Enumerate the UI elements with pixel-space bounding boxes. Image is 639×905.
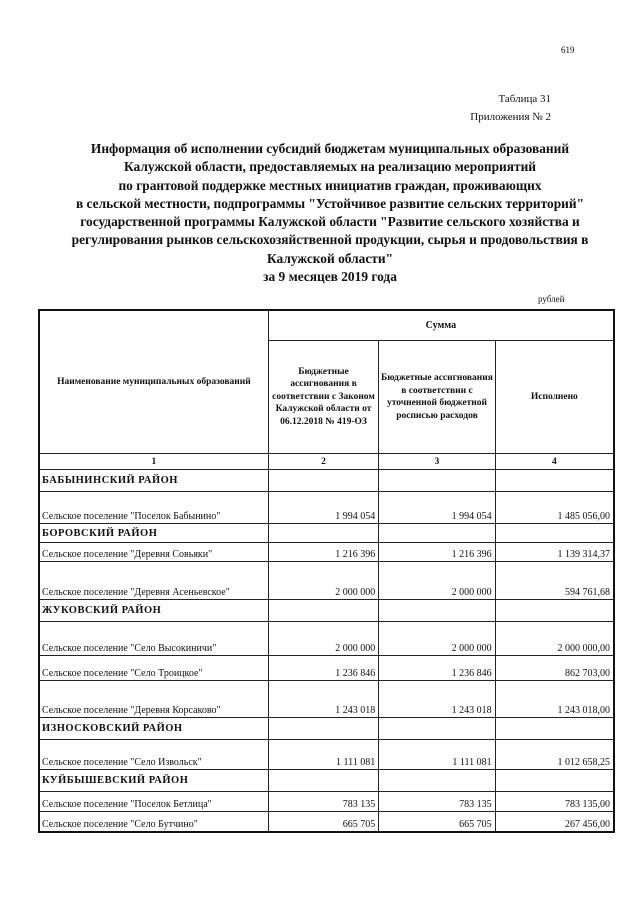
settlement-name: Сельское поселение "Деревня Асеньевское" bbox=[39, 562, 268, 600]
law-allocation-value: 1 994 054 bbox=[268, 492, 378, 524]
settlement-row bbox=[39, 812, 614, 832]
settlement-name: Сельское поселение "Село Извольск" bbox=[39, 740, 268, 770]
refined-allocation-value: 1 236 846 bbox=[379, 656, 495, 681]
executed-value: 594 761,68 bbox=[495, 562, 614, 600]
district-name: ИЗНОСКОВСКИЙ РАЙОН bbox=[39, 718, 268, 740]
settlement-name: Сельское поселение "Деревня Совьяки" bbox=[39, 543, 268, 562]
law-allocation-value: 665 705 bbox=[268, 812, 378, 832]
header-sum: Сумма bbox=[268, 310, 614, 341]
district-name: ЖУКОВСКИЙ РАЙОН bbox=[39, 600, 268, 622]
heading-line: Калужской области, предоставляемых на реализацию мероприятий bbox=[123, 159, 537, 175]
heading-line: Информация об исполнении субсидий бюджетам муниципальных образований bbox=[90, 141, 570, 156]
header-law-allocations: Бюджетные ассигнования в соответствии с Законом Калужской области от 06.12.2018 № 419-ОЗ bbox=[268, 341, 378, 454]
column-number: 2 bbox=[268, 454, 378, 470]
district-row bbox=[39, 470, 614, 492]
executed-value: 1 485 056,00 bbox=[495, 492, 614, 524]
settlement-row bbox=[39, 492, 614, 524]
district-row bbox=[39, 770, 614, 792]
law-allocation-value: 2 000 000 bbox=[268, 622, 378, 656]
table-reference bbox=[470, 90, 551, 126]
executed-value: 267 456,00 bbox=[495, 812, 614, 832]
subsidy-table bbox=[38, 309, 615, 833]
refined-allocation-value: 2 000 000 bbox=[379, 562, 495, 600]
refined-allocation-value: 1 994 054 bbox=[379, 492, 495, 524]
refined-allocation-value: 1 216 396 bbox=[379, 543, 495, 562]
refined-allocation-value: 1 111 081 bbox=[379, 740, 495, 770]
law-allocation-value: 1 243 018 bbox=[268, 681, 378, 718]
district-row bbox=[39, 718, 614, 740]
settlement-name: Сельское поселение "Поселок Бетлица" bbox=[39, 792, 268, 812]
units-label: рублей bbox=[538, 294, 565, 304]
page-number: 619 bbox=[561, 45, 575, 55]
appendix-label: Приложения № 2 bbox=[470, 111, 551, 123]
settlement-row bbox=[39, 622, 614, 656]
heading-line: в сельской местности, подпрограммы "Устойчивое развитие сельских территорий" bbox=[75, 195, 585, 211]
settlement-row bbox=[39, 740, 614, 770]
refined-allocation-value: 1 243 018 bbox=[379, 681, 495, 718]
refined-allocation-value: 783 135 bbox=[379, 792, 495, 812]
law-allocation-value: 1 111 081 bbox=[268, 740, 378, 770]
settlement-row bbox=[39, 681, 614, 718]
heading-line: регулирования рынков сельскохозяйственной продукции, сырья и продовольствия в bbox=[71, 232, 589, 248]
district-row bbox=[39, 524, 614, 543]
executed-value: 2 000 000,00 bbox=[495, 622, 614, 656]
settlement-name: Сельское поселение "Село Бутчино" bbox=[39, 812, 268, 832]
heading-line: Калужской области" bbox=[266, 250, 394, 266]
settlement-name: Сельское поселение "Поселок Бабынино" bbox=[39, 492, 268, 524]
district-name: КУЙБЫШЕВСКИЙ РАЙОН bbox=[39, 770, 268, 792]
column-number: 4 bbox=[495, 454, 614, 470]
law-allocation-value: 1 236 846 bbox=[268, 656, 378, 681]
header-refined-allocations: Бюджетные ассигнования в соответствии с уточненной бюджетной росписью расходов bbox=[379, 341, 495, 454]
refined-allocation-value: 665 705 bbox=[379, 812, 495, 832]
executed-value: 1 243 018,00 bbox=[495, 681, 614, 718]
district-row bbox=[39, 600, 614, 622]
document-heading bbox=[40, 140, 620, 286]
settlement-name: Сельское поселение "Село Высокиничи" bbox=[39, 622, 268, 656]
settlement-row bbox=[39, 562, 614, 600]
header-municipality: Наименование муниципальных образований bbox=[39, 310, 268, 454]
executed-value: 1 139 314,37 bbox=[495, 543, 614, 562]
law-allocation-value: 783 135 bbox=[268, 792, 378, 812]
settlement-row bbox=[39, 543, 614, 562]
settlement-name: Сельское поселение "Деревня Корсаково" bbox=[39, 681, 268, 718]
table-label: Таблица 31 bbox=[498, 93, 551, 105]
district-name: БАБЫНИНСКИЙ РАЙОН bbox=[39, 470, 268, 492]
heading-line: за 9 месяцев 2019 года bbox=[263, 269, 397, 285]
executed-value: 862 703,00 bbox=[495, 656, 614, 681]
law-allocation-value: 2 000 000 bbox=[268, 562, 378, 600]
column-number: 1 bbox=[39, 454, 268, 470]
settlement-row bbox=[39, 656, 614, 681]
settlement-name: Сельское поселение "Село Троицкое" bbox=[39, 656, 268, 681]
law-allocation-value: 1 216 396 bbox=[268, 543, 378, 562]
settlement-row bbox=[39, 792, 614, 812]
column-number: 3 bbox=[379, 454, 495, 470]
executed-value: 1 012 658,25 bbox=[495, 740, 614, 770]
heading-line: государственной программы Калужской области "Развитие сельского хозяйства и bbox=[80, 214, 580, 230]
refined-allocation-value: 2 000 000 bbox=[379, 622, 495, 656]
heading-line: по грантовой поддержке местных инициатив граждан, проживающих bbox=[118, 177, 542, 193]
header-executed: Исполнено bbox=[495, 341, 614, 454]
executed-value: 783 135,00 bbox=[495, 792, 614, 812]
district-name: БОРОВСКИЙ РАЙОН bbox=[39, 524, 268, 543]
